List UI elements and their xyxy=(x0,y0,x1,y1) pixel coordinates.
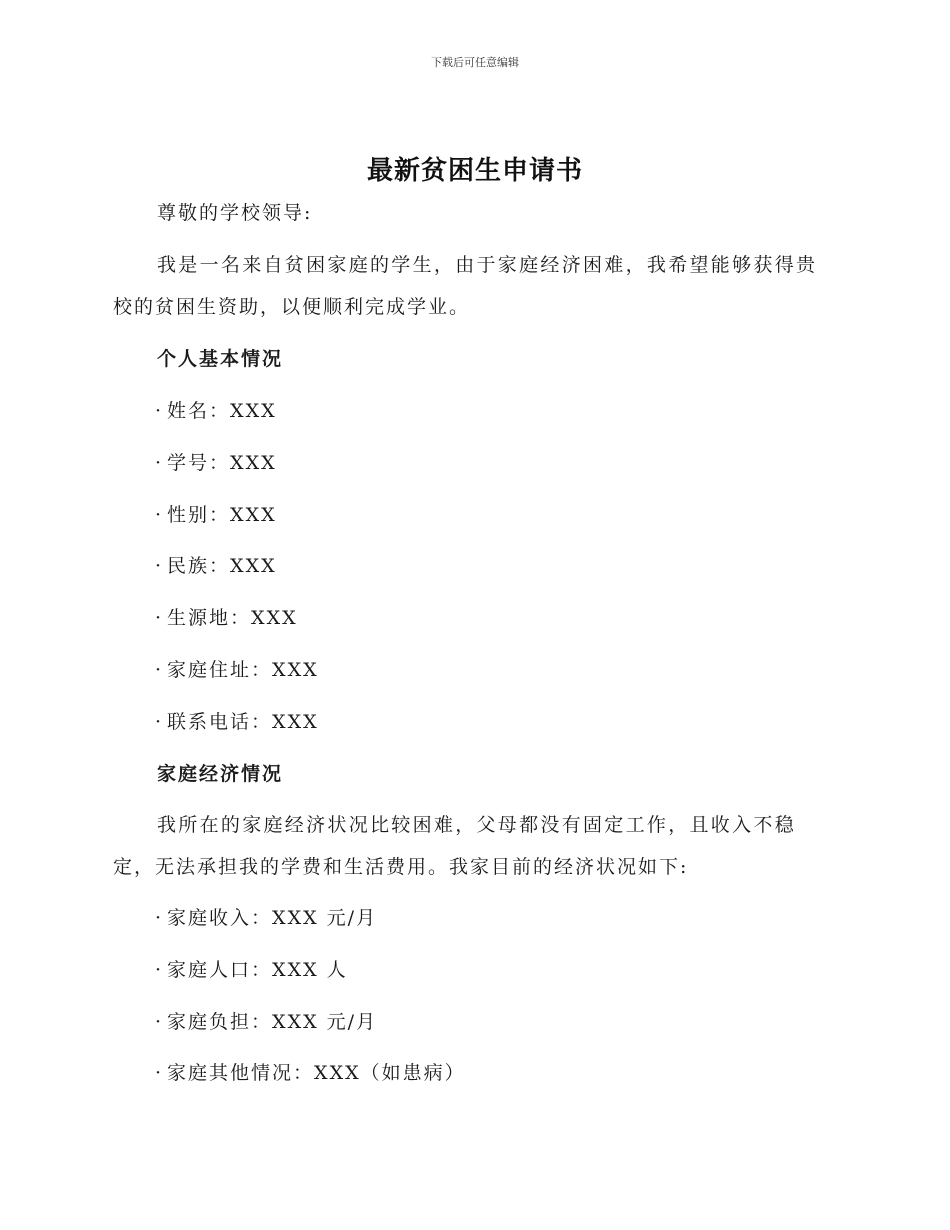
list-item-text: 家庭人口：XXX 人 xyxy=(167,959,348,981)
bullet-icon: · xyxy=(155,659,164,681)
list-item xyxy=(155,396,277,423)
salutation: 尊敬的学校领导: xyxy=(157,202,313,224)
list-item xyxy=(155,500,277,527)
list-item-text: 家庭住址：XXX xyxy=(167,659,319,681)
list-item xyxy=(155,1058,466,1085)
list-item xyxy=(155,551,277,578)
bullet-icon: · xyxy=(155,907,164,929)
list-item-text: 性别：XXX xyxy=(167,504,277,526)
list-item-text: 学号：XXX xyxy=(167,452,277,474)
list-item-text: 家庭其他情况：XXX（如患病） xyxy=(167,1062,466,1084)
intro-line-1: 我是一名来自贫困家庭的学生，由于家庭经济困难，我希望能够获得贵 xyxy=(157,254,818,276)
list-item-text: 姓名：XXX xyxy=(167,400,277,422)
bullet-icon: · xyxy=(155,400,164,422)
bullet-icon: · xyxy=(155,607,164,629)
section-heading-economic: 家庭经济情况 xyxy=(157,763,284,785)
bullet-icon: · xyxy=(155,959,164,981)
list-item xyxy=(155,955,348,982)
list-item-text: 家庭负担：XXX 元/月 xyxy=(167,1011,378,1033)
list-item-text: 联系电话：XXX xyxy=(167,711,319,733)
header-note: 下载后可任意编辑 xyxy=(431,56,519,69)
list-item xyxy=(155,655,319,682)
list-item-text: 家庭收入：XXX 元/月 xyxy=(167,907,378,929)
list-item xyxy=(155,603,298,630)
list-item xyxy=(155,707,319,734)
bullet-icon: · xyxy=(155,711,164,733)
intro-line-2: 校的贫困生资助，以便顺利完成学业。 xyxy=(113,296,471,318)
document-title: 最新贫困生申请书 xyxy=(366,156,583,186)
list-item xyxy=(155,448,277,475)
list-item-text: 民族：XXX xyxy=(167,555,277,577)
list-item xyxy=(155,903,377,930)
economic-para-line-2: 定，无法承担我的学费和生活费用。我家目前的经济状况如下: xyxy=(113,856,689,878)
economic-para-line-1: 我所在的家庭经济状况比较困难，父母都没有固定工作，且收入不稳 xyxy=(157,814,797,836)
section-heading-personal: 个人基本情况 xyxy=(157,348,284,370)
bullet-icon: · xyxy=(155,1062,164,1084)
list-item-text: 生源地：XXX xyxy=(167,607,298,629)
bullet-icon: · xyxy=(155,555,164,577)
bullet-icon: · xyxy=(155,504,164,526)
list-item xyxy=(155,1007,377,1034)
bullet-icon: · xyxy=(155,452,164,474)
bullet-icon: · xyxy=(155,1011,164,1033)
